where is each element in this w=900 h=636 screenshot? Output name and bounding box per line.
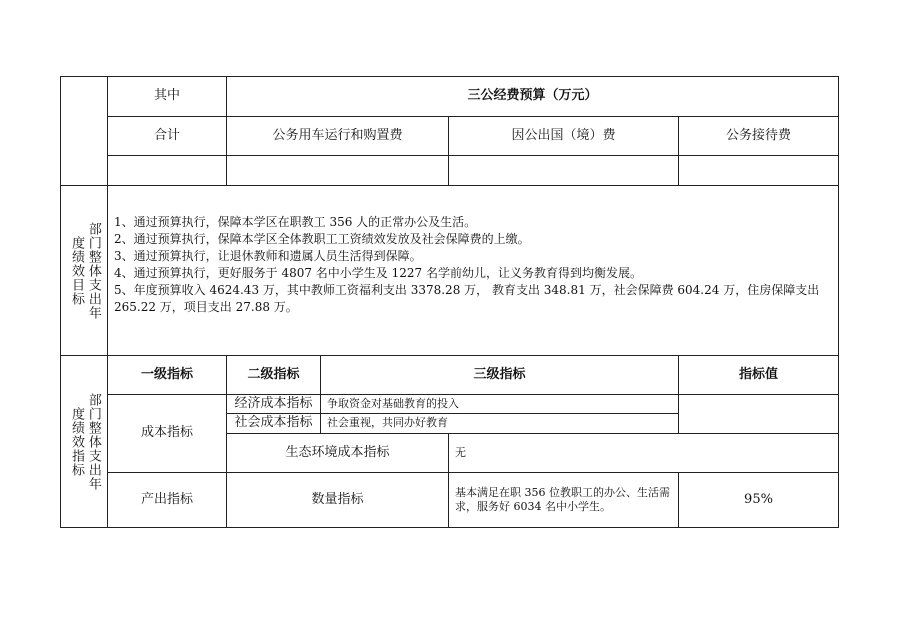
col-car: 公务用车运行和购置费: [226, 116, 449, 156]
social-cost-label: 社会成本指标: [226, 413, 321, 434]
goal-line: 3、通过预算执行，让退休教师和遗属人员生活得到保障。: [114, 249, 422, 263]
cost-level1: 成本指标: [107, 394, 227, 473]
output-level2: 数量指标: [226, 472, 449, 528]
value-reception: [678, 155, 839, 186]
output-level1: 产出指标: [107, 472, 227, 528]
goals-side-label-cell: [60, 185, 108, 356]
economic-cost-value: 争取资金对基础教育的投入: [320, 394, 679, 414]
indicators-side-label-cell: [60, 355, 108, 528]
output-level3: 基本满足在职 356 位教职工的办公、生活需求，服务好 6034 名中小学生。: [448, 472, 679, 528]
value-car: [226, 155, 449, 186]
goals-side-label: 部门整体支出年度绩效目标: [69, 221, 101, 320]
goal-line: 5、年度预算收入 4624.43 万，其中教师工资福利支出 3378.28 万， 教育支出 348.81 万，社会保障费 604.24 万，住房保障支出 265.22 万，项目支出 27.88 万。: [114, 283, 820, 314]
goal-line: 1、通过预算执行，保障本学区在职教工 356 人的正常办公及生活。: [114, 215, 477, 229]
eco-cost-label: 生态环境成本指标: [226, 433, 449, 473]
header-value: 指标值: [678, 355, 839, 395]
col-total: 合计: [107, 116, 227, 156]
economic-cost-score: [678, 394, 839, 434]
col-abroad: 因公出国（境）费: [448, 116, 679, 156]
label-qizhong: 其中: [107, 76, 227, 117]
col-reception: 公务接待费: [678, 116, 839, 156]
header-level1: 一级指标: [107, 355, 227, 395]
goals-text: [114, 214, 834, 316]
eco-cost-value: 无: [448, 433, 839, 473]
budget-title: 三公经费预算（万元）: [226, 76, 839, 117]
header-level3: 三级指标: [320, 355, 679, 395]
economic-cost-label: 经济成本指标: [226, 394, 321, 414]
goal-line: 2、通过预算执行，保障本学区全体教职工工资绩效发放及社会保障费的上缴。: [114, 232, 530, 246]
value-abroad: [448, 155, 679, 186]
social-cost-value: 社会重视，共同办好教育: [320, 413, 679, 434]
header-level2: 二级指标: [226, 355, 321, 395]
budget-side-blank: [60, 76, 108, 186]
output-value: 95%: [678, 472, 839, 528]
indicators-side-label: 部门整体支出年度绩效指标: [69, 392, 101, 491]
value-total: [107, 155, 227, 186]
goal-line: 4、通过预算执行，更好服务于 4807 名中小学生及 1227 名学前幼儿，让义务教育得到均衡发展。: [114, 266, 642, 280]
